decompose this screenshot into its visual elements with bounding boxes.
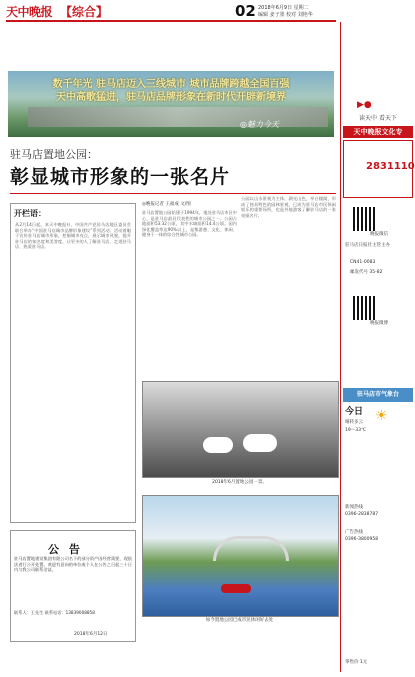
ad-box: [343, 140, 413, 198]
headline-rule: [10, 193, 336, 194]
city-skyline: [28, 107, 328, 127]
banner-image: [8, 71, 334, 137]
editorial-title: 开栏语：: [14, 209, 46, 218]
photo2-caption: 如今置地公园已成市民休闲好去处: [205, 618, 274, 623]
bridge-arch: [213, 536, 289, 561]
hotline-number: 0396-2838787: [345, 512, 379, 517]
service-label: 驻马店日报社主管主办: [345, 243, 390, 248]
price: 零售价 1元: [345, 660, 368, 665]
page-number: 02: [235, 2, 256, 20]
notice-date: 2018年6月12日: [74, 632, 108, 637]
boat-shape: [221, 584, 251, 593]
qr-code-icon: [353, 207, 377, 231]
issue-date: 2018年6月9日 星期二: [258, 5, 309, 11]
photo1-caption: 2018年6月置地公园一景。: [212, 480, 267, 485]
qr-code-icon: [353, 296, 377, 320]
article-column-1: 驻马店置地公园始建于1994年，地处驻马店市区中心，是驻马店最具代表性的城市公园之一。公园占地面积53.32公顷，其中水域面积14.4公顷。园内绿化覆盖率达90%以上，是集游憩、文化、休闲、健身于一体的综合性城市公园。: [142, 210, 237, 238]
weather-temp: 19～33℃: [345, 428, 367, 433]
masthead-rule: [6, 20, 336, 22]
editorial-box: [10, 203, 136, 523]
article-author: ◎晚报记者 王福成 文/图: [142, 202, 191, 207]
qr2-label: 晚报微博: [370, 321, 388, 326]
article-kicker: 驻马店置地公园：: [10, 148, 98, 161]
park-photo-horses: [142, 381, 339, 478]
weather-header: 驻马店市气象台: [343, 388, 413, 402]
weather-desc: 晴转多云: [345, 420, 363, 425]
ad-number: 2831110: [366, 161, 415, 172]
brand-band: 天中晚报文化专: [343, 126, 413, 138]
ad-hotline-number: 0396-3800958: [345, 537, 379, 542]
brand-slogan: 读天中 看天下: [359, 115, 397, 122]
notice-contact: 联系人：王先生 联系电话：13839008858: [14, 610, 95, 615]
notice-body: 驻马店置地建设集团有限公司名下的部分资产因经营需要，现依法进行公开处置。欢迎有意向的单位或个人在公告之日起三十日内与我公司联系洽谈。: [14, 556, 132, 573]
sun-icon: ☀: [375, 408, 388, 424]
qr1-label: 晚报微信: [370, 232, 388, 237]
editor-line: 编辑 姜子墨 校对 刘艳华: [258, 12, 313, 18]
editorial-body: 从2月14日起，本天中晚报社、中国共产党驻马店地区委员会联合举办“中国驻马店城市品牌形象建设”系列活动。活动着眼于宣传驻马店城市形象，挖掘城市亮点，展示城市风貌，提升驻马店的知名度和美誉度，让更多的人了解驻马店、走进驻马店、热爱驻马店。: [15, 222, 131, 250]
article-headline: 彰显城市形象的一张名片: [10, 166, 231, 188]
weather-today: 今日: [345, 407, 364, 417]
ad-hotline-label: 广告热线: [345, 530, 363, 535]
cn-code: CN41-0083: [350, 260, 376, 265]
horse-shape: [203, 437, 233, 453]
section-title: 【综合】: [60, 5, 109, 19]
park-photo-lake: [142, 495, 339, 617]
banner-subheadline: 天中高歌猛进，驻马店品牌形象在新时代开辟新境界: [56, 92, 286, 103]
column-divider: [340, 22, 341, 672]
article-column-2: 公园以山水景观为主体，湖光山色，亭台楼阁，形成了独具特色的园林景观，已成为驻马店市民休闲娱乐的重要场所，也是外地游客了解驻马店的一张亮丽名片。: [241, 196, 336, 218]
newspaper-logo: 天中晚报: [6, 5, 53, 19]
brand-logo-icon: ▶●: [357, 100, 372, 110]
banner-headline: 数千年光 驻马店迈入三线城市 城市品牌跨越全国百强: [52, 79, 290, 90]
notice-title: 公 告: [48, 543, 83, 556]
banner-caption: ◎魅力今天: [240, 120, 279, 129]
post-code: 邮发代号 35-82: [350, 270, 383, 275]
hotline-label: 新闻热线: [345, 505, 363, 510]
horse-shape: [243, 434, 277, 452]
